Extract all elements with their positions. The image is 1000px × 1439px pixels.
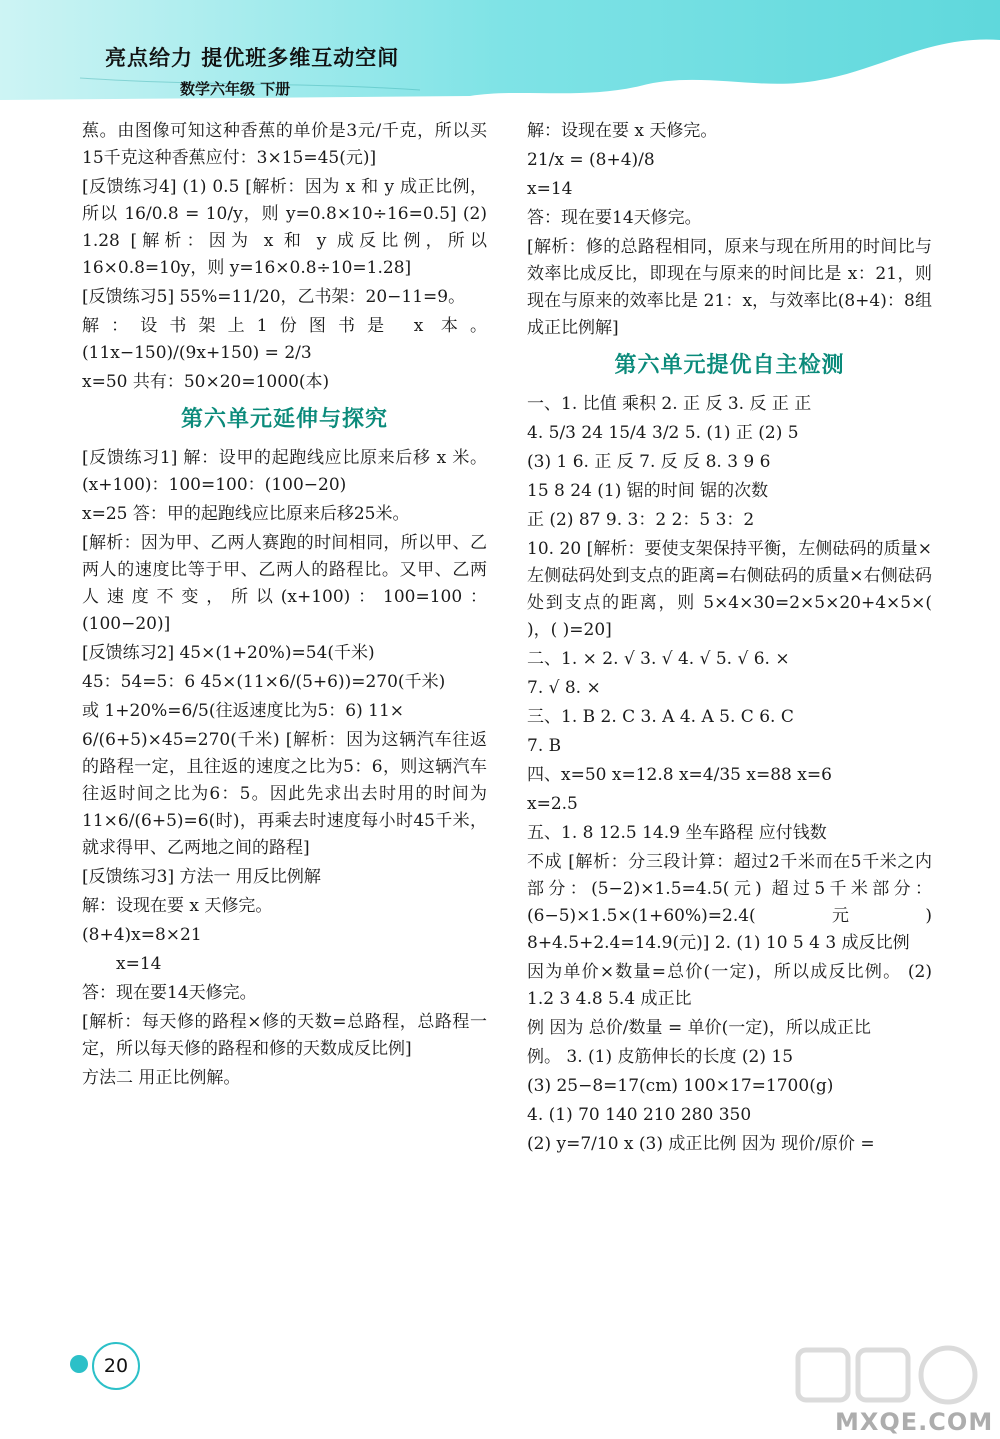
answer-line: 4. 5/3 24 15/4 3/2 5. (1) 正 (2) 5 bbox=[527, 423, 799, 443]
answer-line: 4. (1) 70 140 210 280 350 bbox=[527, 1105, 752, 1125]
right-column bbox=[527, 118, 932, 1160]
header-title: 亮点给力 提优班多维互动空间 bbox=[105, 46, 400, 70]
answer-line: 五、1. 8 12.5 14.9 坐车路程 应付钱数 bbox=[527, 823, 827, 843]
analysis-note: [解析：因为甲、乙两人赛跑的时间相同，所以甲、乙两人的速度比等于甲、乙两人的路程比。又甲、乙两人速度不变，所以(x+100)：100=100：(100−20)] bbox=[82, 533, 487, 634]
left-column bbox=[82, 118, 487, 1094]
paragraph: [反馈练习3] 方法一 用反比例解 bbox=[82, 867, 321, 887]
page-number: 20 bbox=[92, 1342, 140, 1390]
section-heading: 第六单元提优自主检测 bbox=[614, 353, 845, 378]
analysis-note: 10. 20 [解析：要使支架保持平衡，左侧砝码的质量×左侧砝码处到支点的距离=右侧砝码的质量×右侧砝码处到支点的距离，则 5×4×30=2×5×20+4×5×( )，( )=20] bbox=[527, 539, 932, 640]
answer-line: 15 8 24 (1) 锯的时间 锯的次数 bbox=[527, 481, 769, 501]
paragraph: x=50 共有：50×20=1000(本) bbox=[82, 372, 330, 392]
answer-line: 正 (2) 87 9. 3：2 2：5 3：2 bbox=[527, 510, 755, 530]
paragraph: [反馈练习2] 45×(1+20%)=54(千米) bbox=[82, 643, 375, 663]
paragraph: 21/x = (8+4)/8 bbox=[527, 150, 655, 170]
answer-line: 例 因为 总价/数量 = 单价(一定)，所以成正比 bbox=[527, 1018, 871, 1038]
paragraph: x=14 bbox=[116, 954, 162, 974]
paragraph: [反馈练习4] (1) 0.5 [解析：因为 x 和 y 成正比例，所以 16/0.8 = 10/y，则 y=0.8×10÷16=0.5] (2) 1.28 [解析：因为 x 和 y 成反比例，所以 16×0.8=10y，则 y=16×0.8÷10=1.28] bbox=[82, 177, 487, 278]
answer-line: x=2.5 bbox=[527, 794, 578, 814]
analysis-note: 6/(6+5)×45=270(千米) [解析：因为这辆汽车往返的路程一定，且往返的速度之比为5：6，则这辆汽车往返时间之比为6：5。因此先求出去时用的时间为 11×6/(6+5)=6(时)，再乘去时速度每小时45千米，就求得甲、乙两地之间的路程] bbox=[82, 730, 487, 858]
paragraph: 方法二 用正比例解。 bbox=[82, 1068, 241, 1088]
paragraph: 或 1+20%=6/5(往返速度比为5：6) 11× bbox=[82, 701, 405, 721]
analysis-note: 不成 [解析：分三段计算：超过2千米而在5千米之内部分：(5−2)×1.5=4.5(元) 超过5千米部分：(6−5)×1.5×(1+60%)=2.4(元) 8+4.5+2.4=14.9(元)] 2. (1) 10 5 4 3 成反比例 bbox=[527, 852, 932, 953]
answer-line: 一、1. 比值 乘积 2. 正 反 3. 反 正 正 bbox=[527, 394, 812, 414]
answer-line: (2) y=7/10 x (3) 成正比例 因为 现价/原价 = bbox=[527, 1134, 875, 1154]
watermark-text: MXQE.COM bbox=[835, 1408, 994, 1436]
paragraph: 答：现在要14天修完。 bbox=[527, 208, 702, 228]
answer-line: 因为单价×数量=总价(一定)，所以成反比例。 (2) 1.2 3 4.8 5.4 成正比 bbox=[527, 962, 932, 1009]
header-subtitle: 数学六年级 下册 bbox=[180, 80, 291, 98]
paragraph: x=14 bbox=[527, 179, 573, 199]
answer-line: 7. √ 8. × bbox=[527, 678, 601, 698]
answer-line: 四、x=50 x=12.8 x=4/35 x=88 x=6 bbox=[527, 765, 832, 785]
answer-line: 7. B bbox=[527, 736, 562, 756]
page-dot-icon bbox=[70, 1355, 88, 1373]
paragraph: [反馈练习1] 解：设甲的起跑线应比原来后移 x 米。(x+100)：100=100：(100−20) bbox=[82, 448, 487, 495]
answer-line: (3) 25−8=17(cm) 100×17=1700(g) bbox=[527, 1076, 834, 1096]
paragraph: (8+4)x=8×21 bbox=[82, 925, 202, 945]
paragraph: 解：设现在要 x 天修完。 bbox=[527, 121, 718, 141]
answer-line: 二、1. × 2. √ 3. √ 4. √ 5. √ 6. × bbox=[527, 649, 790, 669]
paragraph: 解：设现在要 x 天修完。 bbox=[82, 896, 273, 916]
section-heading: 第六单元延伸与探究 bbox=[180, 407, 388, 432]
answer-line: 三、1. B 2. C 3. A 4. A 5. C 6. C bbox=[527, 707, 794, 727]
analysis-note: [解析：每天修的路程×修的天数=总路程，总路程一定，所以每天修的路程和修的天数成反比例] bbox=[82, 1012, 487, 1059]
paragraph: 45：54=5：6 45×(11×6/(5+6))=270(千米) bbox=[82, 672, 446, 692]
answer-line: (3) 1 6. 正 反 7. 反 反 8. 3 9 6 bbox=[527, 452, 771, 472]
paragraph: 蕉。由图像可知这种香蕉的单价是3元/千克，所以买15千克这种香蕉应付：3×15=45(元)] bbox=[82, 121, 487, 168]
paragraph: x=25 答：甲的起跑线应比原来后移25米。 bbox=[82, 504, 410, 524]
paragraph: 解：设书架上1份图书是 x 本。(11x−150)/(9x+150) = 2/3 bbox=[82, 316, 487, 363]
paragraph: [反馈练习5] 55%=11/20，乙书架：20−11=9。 bbox=[82, 287, 466, 307]
analysis-note: [解析：修的总路程相同，原来与现在所用的时间比与效率比成反比，即现在与原来的时间比是 x：21，则现在与原来的效率比是 21：x，与效率比(8+4)：8组成正比例解] bbox=[527, 237, 932, 338]
paragraph: 答：现在要14天修完。 bbox=[82, 983, 257, 1003]
answer-line: 例。 3. (1) 皮筋伸长的长度 (2) 15 bbox=[527, 1047, 794, 1067]
header-band bbox=[0, 0, 1000, 110]
